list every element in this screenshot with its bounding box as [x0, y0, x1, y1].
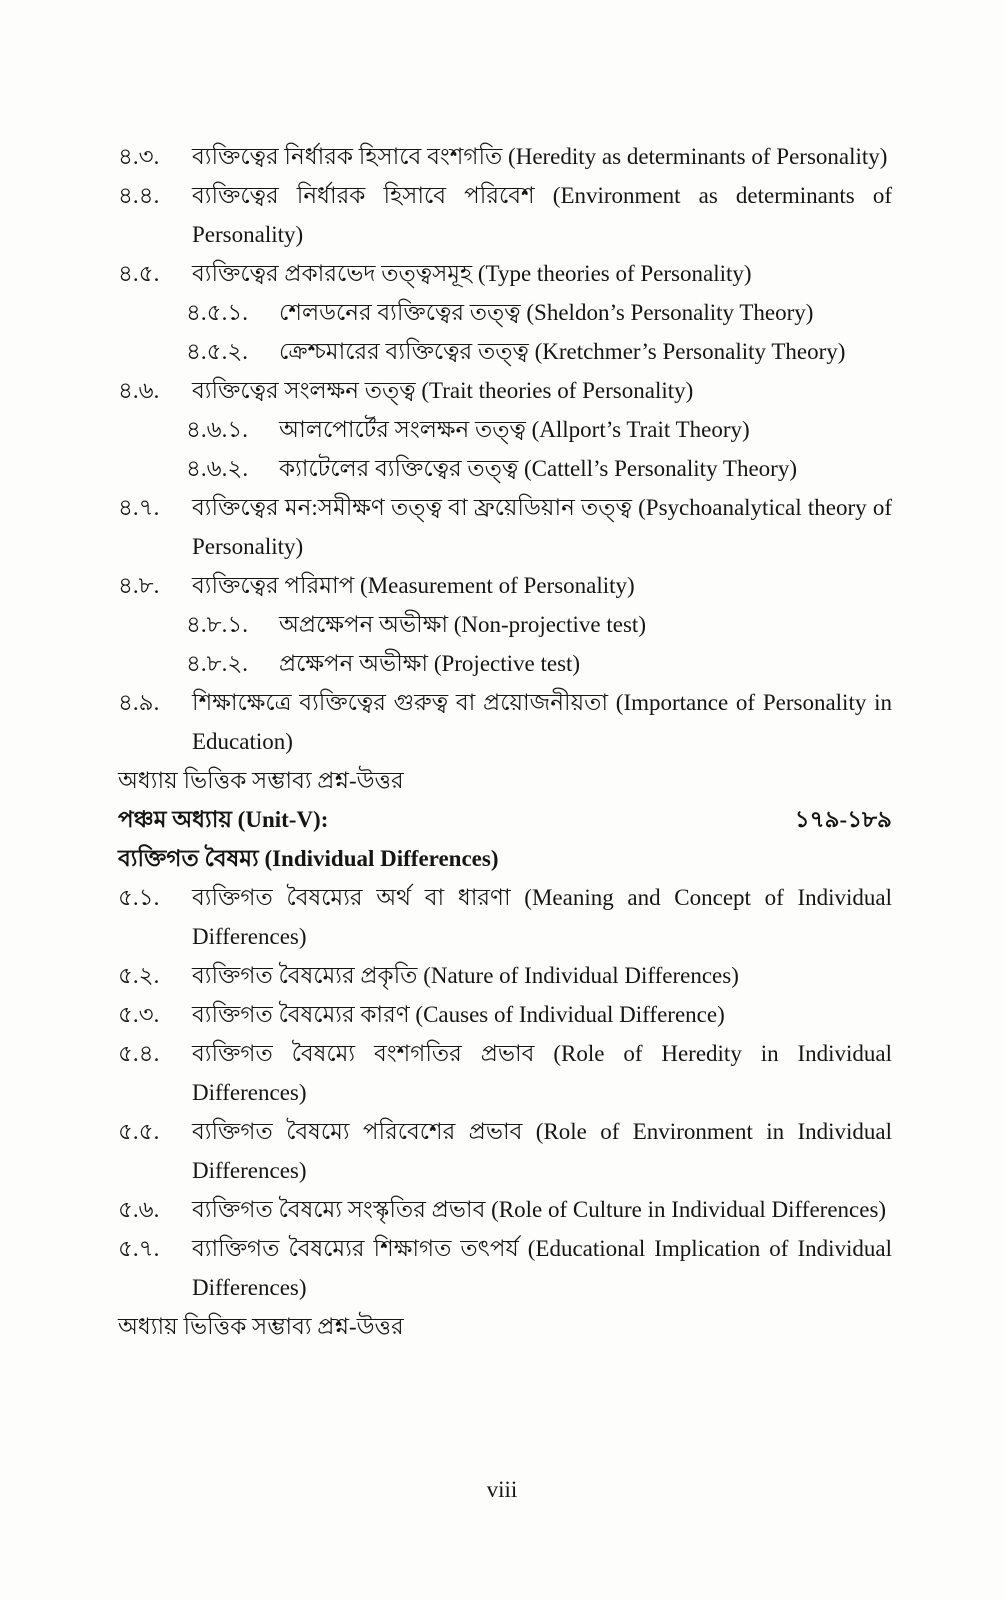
- unit5-page-range: ১৭৯-১৮৯: [794, 807, 892, 832]
- toc-entry-5-5: [118, 1112, 892, 1190]
- entry-text: ব্যক্তিগত বৈষম্যে সংস্কৃতির প্রভাব (Role of Culture in Individual Differences): [192, 1197, 887, 1222]
- entry-number: ৪.৫.১.: [186, 300, 249, 325]
- entry-text: ব্যক্তিত্বের মন:সমীক্ষণ তত্ত্ব বা ফ্রয়েডিয়ান তত্ত্ব (Psychoanalytical theory of Personality): [192, 495, 892, 559]
- entry-text: ব্যাক্তিগত বৈষম্যের শিক্ষাগত তৎপর্য (Educational Implication of Individual Differences): [192, 1236, 892, 1300]
- entry-number: ৪.৩.: [118, 144, 160, 169]
- toc-entry-4-5-2: [118, 332, 892, 371]
- page-number: viii: [486, 1477, 518, 1502]
- entry-text: ব্যক্তিত্বের নির্ধারক হিসাবে বংশগতি (Heredity as determinants of Personality): [192, 144, 888, 169]
- toc-entry-4-7: [118, 488, 892, 566]
- entry-text: ব্যক্তিগত বৈষম্যের অর্থ বা ধারণা (Meaning and Concept of Individual Differences): [192, 885, 892, 949]
- toc-entry-4-9: [118, 683, 892, 761]
- toc-entry-4-5: [118, 254, 892, 293]
- entry-text: ক্রেশ্চমারের ব্যক্তিত্বের তত্ত্ব (Kretchmer’s Personality Theory): [279, 339, 846, 364]
- entry-number: ৪.৬.১.: [186, 417, 249, 442]
- toc-entry-4-8: [118, 566, 892, 605]
- entry-text: শেলডনের ব্যক্তিত্বের তত্ত্ব (Sheldon’s Personality Theory): [279, 300, 814, 325]
- entry-number: ৪.৯.: [118, 690, 160, 715]
- toc-entry-4-4: [118, 176, 892, 254]
- entry-text: ব্যক্তিত্বের নির্ধারক হিসাবে পরিবেশ (Environment as determinants of Personality): [192, 183, 892, 247]
- toc-entry-4-6-1: [118, 410, 892, 449]
- entry-text: ব্যক্তিত্বের সংলক্ষন তত্ত্ব (Trait theories of Personality): [192, 378, 694, 403]
- entry-number: ৪.৫.২.: [186, 339, 249, 364]
- entry-number: ৫.৪.: [118, 1041, 160, 1066]
- entry-number: ৪.৬.২.: [186, 456, 249, 481]
- chapter4-questions-note: অধ্যায় ভিত্তিক সম্ভাব্য প্রশ্ন-উত্তর: [118, 768, 404, 793]
- entry-number: ৪.৫.: [118, 261, 160, 286]
- entry-text: ক্যাটেলের ব্যক্তিত্বের তত্ত্ব (Cattell’s Personality Theory): [279, 456, 797, 481]
- toc-entry-5-6: [118, 1190, 892, 1229]
- entry-number: ৫.৭.: [118, 1236, 160, 1261]
- toc-entry-5-2: [118, 956, 892, 995]
- entry-text: ব্যক্তিগত বৈষম্যের প্রকৃতি (Nature of Individual Differences): [192, 963, 739, 988]
- toc-entry-4-8-1: [118, 605, 892, 644]
- toc-entry-4-8-2: [118, 644, 892, 683]
- chapter5-questions-note: অধ্যায় ভিত্তিক সম্ভাব্য প্রশ্ন-উত্তর: [118, 1314, 404, 1339]
- toc-entry-5-4: [118, 1034, 892, 1112]
- entry-number: ৪.৭.: [118, 495, 160, 520]
- entry-number: ৫.৫.: [118, 1119, 160, 1144]
- entry-number: ৪.৪.: [118, 183, 160, 208]
- entry-text: প্রক্ষেপন অভীক্ষা (Projective test): [279, 651, 581, 676]
- toc-entry-4-5-1: [118, 293, 892, 332]
- toc-entry-4-6: [118, 371, 892, 410]
- entry-number: ৫.২.: [118, 963, 160, 988]
- entry-number: ৫.১.: [118, 885, 160, 910]
- entry-text: অপ্রক্ষেপন অভীক্ষা (Non-projective test): [279, 612, 646, 637]
- entry-number: ৪.৮.১.: [186, 612, 249, 637]
- entry-number: ৪.৮.: [118, 573, 160, 598]
- unit5-title: ব্যক্তিগত বৈষম্য (Individual Differences): [118, 846, 499, 871]
- entry-text: ব্যক্তিগত বৈষম্যে বংশগতির প্রভাব (Role of Heredity in Individual Differences): [192, 1041, 892, 1105]
- toc-entry-5-7: [118, 1229, 892, 1307]
- entry-text: ব্যক্তিত্বের প্রকারভেদ তত্ত্বসমূহ (Type theories of Personality): [192, 261, 752, 286]
- entry-text: আলপোর্টের সংলক্ষন তত্ত্ব (Allport’s Trait Theory): [279, 417, 750, 442]
- entry-number: ৫.৬.: [118, 1197, 160, 1222]
- toc-entry-4-3: [118, 137, 892, 176]
- entry-text: ব্যক্তিগত বৈষম্যের কারণ (Causes of Individual Difference): [192, 1002, 725, 1027]
- entry-text: ব্যক্তিত্বের পরিমাপ (Measurement of Personality): [192, 573, 635, 598]
- entry-text: ব্যক্তিগত বৈষম্যে পরিবেশের প্রভাব (Role of Environment in Individual Differences): [192, 1119, 892, 1183]
- unit5-heading: পঞ্চম অধ্যায় (Unit-V):: [118, 807, 329, 832]
- entry-number: ৪.৮.২.: [186, 651, 249, 676]
- toc-entry-4-6-2: [118, 449, 892, 488]
- entry-number: ৫.৩.: [118, 1002, 160, 1027]
- toc-entry-5-1: [118, 878, 892, 956]
- toc-entry-5-3: [118, 995, 892, 1034]
- entry-number: ৪.৬.: [118, 378, 160, 403]
- entry-text: শিক্ষাক্ষেত্রে ব্যক্তিত্বের গুরুত্ব বা প্রয়োজনীয়তা (Importance of Personality in Education): [192, 690, 892, 754]
- unit5-heading-row: [118, 800, 892, 839]
- table-of-contents: [118, 137, 892, 1346]
